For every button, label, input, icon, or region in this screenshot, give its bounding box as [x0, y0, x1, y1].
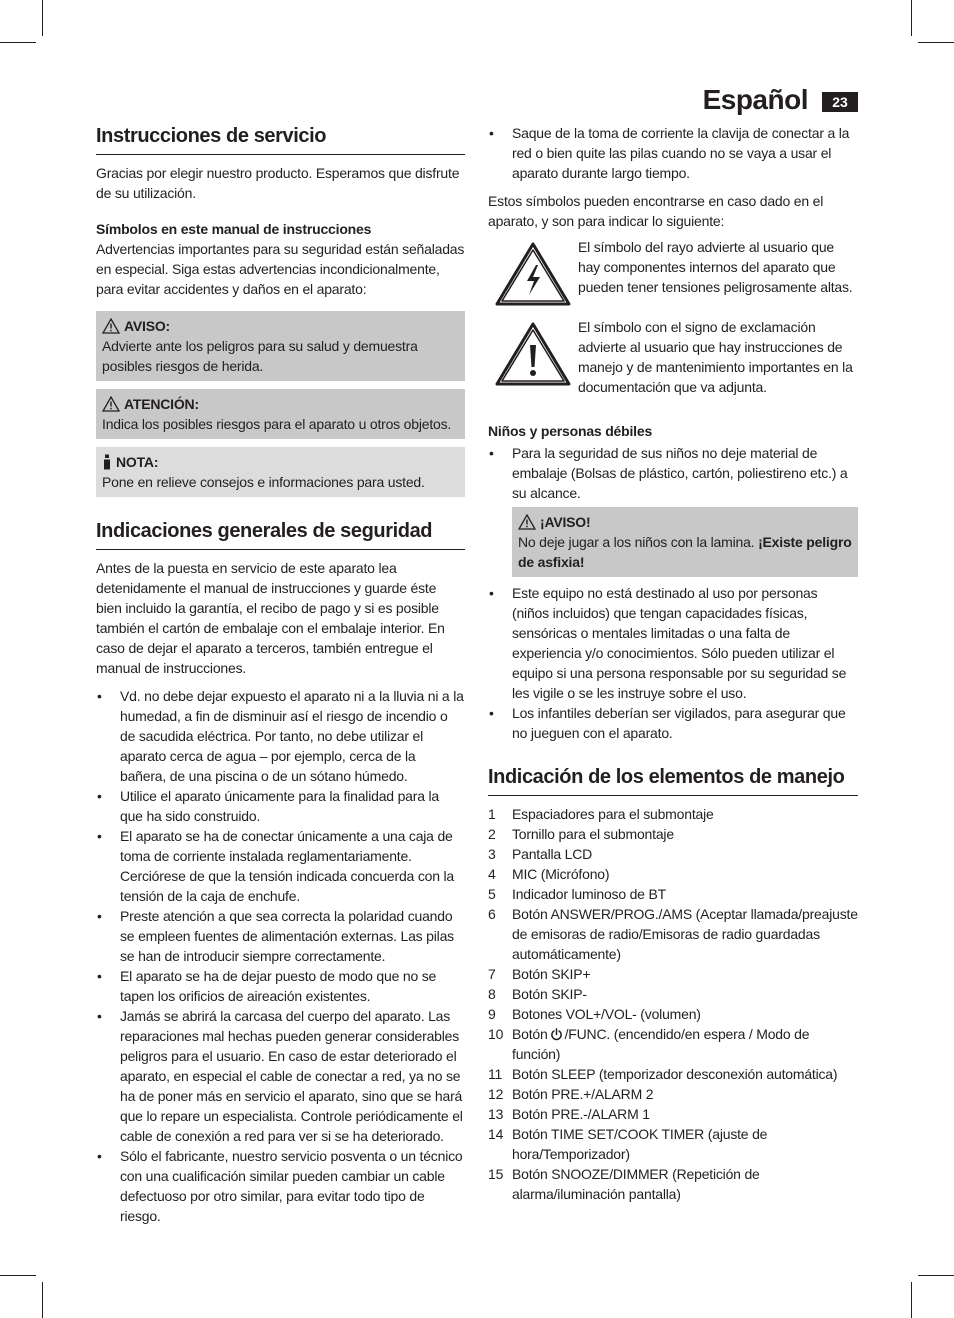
- warning-triangle-icon: [102, 396, 120, 412]
- list-item: 14 Botón TIME SET/COOK TIMER (ajuste de hora/Temporizador): [488, 1126, 768, 1162]
- section-title-safety: Indicaciones generales de seguridad: [96, 513, 465, 550]
- list-item: 12 Botón PRE.+/ALARM 2: [488, 1086, 654, 1102]
- list-item: 15 Botón SNOOZE/DIMMER (Repetición de alarma/iluminación pantalla): [488, 1166, 760, 1202]
- list-item: 4 MIC (Micrófono): [488, 866, 610, 882]
- list-item: • Preste atención a que sea correcta la polaridad cuando se empleen fuentes de alimentación externas. Las pilas se han de introducir siempre correctamente.: [97, 908, 454, 964]
- list-item: 5 Indicador luminoso de BT: [488, 886, 666, 902]
- exclamation-warning-icon: [494, 321, 572, 387]
- note-box-nota: [96, 447, 465, 497]
- list-item: 6 Botón ANSWER/PROG./AMS (Aceptar llamada/preajuste de emisoras de radio/Emisoras de radio guardadas automáticamente): [488, 906, 858, 962]
- info-icon: [102, 454, 112, 470]
- right-column: [488, 123, 858, 1204]
- list-item: 3 Pantalla LCD: [488, 846, 593, 862]
- list-item: • Saque de la toma de corriente la clavija de conectar a la red o bien quite las pilas cuando no se vaya a usar el aparato durante largo tiempo.: [489, 125, 850, 181]
- child-aviso-title: ¡AVISO!: [540, 514, 591, 530]
- warning-box-atencion: [96, 389, 465, 439]
- list-item: • Los infantiles deberían ser vigilados, para asegurar que no jueguen con el aparato.: [489, 705, 846, 741]
- list-item: • Sólo el fabricante, nuestro servicio posventa o un técnico con una cualificación similar pueden cambiar un cable defectuoso por otro similar, para evitar todo tipo de riesgo.: [97, 1148, 463, 1224]
- list-item: • Vd. no debe dejar expuesto el aparato ni a la lluvia ni a la humedad, a fin de disminuir así el riesgo de incendio o de sacudida eléctrica. Por tanto, no debe utilizar el aparato cerca de agua – por ejemplo, cerca de la bañera, de una piscina o de un sótano húmedo.: [97, 688, 464, 784]
- aviso-title: AVISO:: [124, 318, 170, 334]
- crop-mark: [42, 0, 43, 36]
- list-item: 10 Botón /FUNC. (encendido/en espera / Modo de función): [488, 1026, 810, 1062]
- children-subtitle: Niños y personas débiles: [488, 423, 653, 439]
- warning-box-child-aviso: [512, 507, 858, 577]
- lightning-warning-icon: [494, 241, 572, 307]
- child-aviso-bold: ¡Existe peligro de asfixia!: [518, 534, 852, 570]
- atencion-title: ATENCIÓN:: [124, 396, 199, 412]
- atencion-text: Indica los posibles riesgos para el aparato u otros objetos.: [102, 416, 452, 432]
- list-item: 11 Botón SLEEP (temporizador desconexión automática): [488, 1066, 838, 1082]
- list-item: • Jamás se abrirá la carcasa del cuerpo del aparato. Las reparaciones mal hechas pueden generar considerables peligros para el usuario. En caso de estar deteriorado el aparato, en especial el cable de conectar a red, ya no se ha de poner más en servicio el aparato, sino que se hará que lo repare un especialista. Controle periódicamente el cable de conexión a red para ver si se ha deteriorado.: [97, 1008, 463, 1144]
- nota-title: NOTA:: [116, 454, 159, 470]
- page-language-header: Español: [702, 84, 808, 115]
- crop-mark: [918, 1275, 954, 1276]
- aviso-text: Advierte ante los peligros para su salud y demuestra posibles riesgos de herida.: [102, 338, 418, 374]
- list-item: 9 Botones VOL+/VOL- (volumen): [488, 1006, 701, 1022]
- exclamation-text: El símbolo con el signo de exclamación advierte al usuario que hay instrucciones de manejo y de mantenimiento importantes en la documentación que va adjunta.: [578, 319, 853, 395]
- exclamation-symbol-row: [488, 317, 858, 397]
- section-title-elements: Indicación de los elementos de manejo: [488, 759, 858, 796]
- warning-box-aviso: [96, 311, 465, 381]
- page-number: 23: [822, 92, 858, 112]
- power-icon: [550, 1028, 563, 1041]
- list-item: • Para la seguridad de sus niños no deje material de embalaje (Bolsas de plástico, cartón, poliestireno etc.) a su alcance.: [489, 445, 848, 501]
- list-item: • El aparato se ha de dejar puesto de modo que no se tapen los orificios de aireación existentes.: [97, 968, 437, 1004]
- crop-mark: [0, 42, 36, 43]
- crop-mark: [918, 42, 954, 43]
- symbols-subtitle: Símbolos en este manual de instrucciones: [96, 221, 372, 237]
- list-item: 2 Tornillo para el submontaje: [488, 826, 674, 842]
- list-item: 1 Espaciadores para el submontaje: [488, 806, 714, 822]
- list-item: 7 Botón SKIP+: [488, 966, 591, 982]
- lightning-symbol-row: [488, 237, 858, 307]
- list-item: 13 Botón PRE.-/ALARM 1: [488, 1106, 650, 1122]
- crop-mark: [911, 0, 912, 36]
- elements-list: [488, 804, 858, 1204]
- safety-intro: Antes de la puesta en servicio de este aparato lea detenidamente el manual de instrucciones y guarde éste bien incluido la garantía, el recibo de pago y si es posible también el cartón de embalaje con el embalaje interior. En caso de dejar el aparato a terceros, también entregue el manual de instrucciones.: [96, 560, 445, 676]
- list-item: • El aparato se ha de conectar únicamente a una caja de toma de corriente instalada reglamentariamente. Cerciórese de que la tensión indicada concuerda con la tensión de la caja de enchufe.: [97, 828, 454, 904]
- list-item: • Este equipo no está destinado al uso por personas (niños incluidos) que tengan capacidades físicas, sensóricas o mentales limitadas o una falta de experiencia y/o conocimientos. Sólo pueden utilizar el equipo si una persona responsable por su seguridad se les vigile o se les instruye sobre el uso.: [489, 585, 847, 701]
- crop-mark: [911, 1282, 912, 1318]
- crop-mark: [42, 1282, 43, 1318]
- child-aviso-text: No deje jugar a los niños con la lamina.: [518, 534, 755, 550]
- warning-triangle-icon: [518, 514, 536, 530]
- symbols-intro: Estos símbolos pueden encontrarse en caso dado en el aparato, y son para indicar lo siguiente:: [488, 193, 824, 229]
- nota-text: Pone en relieve consejos e informaciones para usted.: [102, 474, 425, 490]
- symbols-text: Advertencias importantes para su seguridad están señaladas en especial. Siga estas advertencias incondicionalmente, para evitar accidentes y daños en el aparato:: [96, 241, 465, 297]
- lightning-text: El símbolo del rayo advierte al usuario que hay componentes internos del aparato que pueden tener tensiones peligrosamente altas.: [578, 239, 853, 295]
- section-title-instructions: Instrucciones de servicio: [96, 118, 465, 155]
- warning-triangle-icon: [102, 318, 120, 334]
- left-column: [96, 118, 465, 1226]
- safety-bullet-list: [96, 686, 465, 1226]
- list-item: • Utilice el aparato únicamente para la finalidad para la que ha sido construido.: [97, 788, 439, 824]
- list-item: 8 Botón SKIP-: [488, 986, 587, 1002]
- intro-text: Gracias por elegir nuestro producto. Esperamos que disfrute de su utilización.: [96, 165, 460, 201]
- crop-mark: [0, 1275, 36, 1276]
